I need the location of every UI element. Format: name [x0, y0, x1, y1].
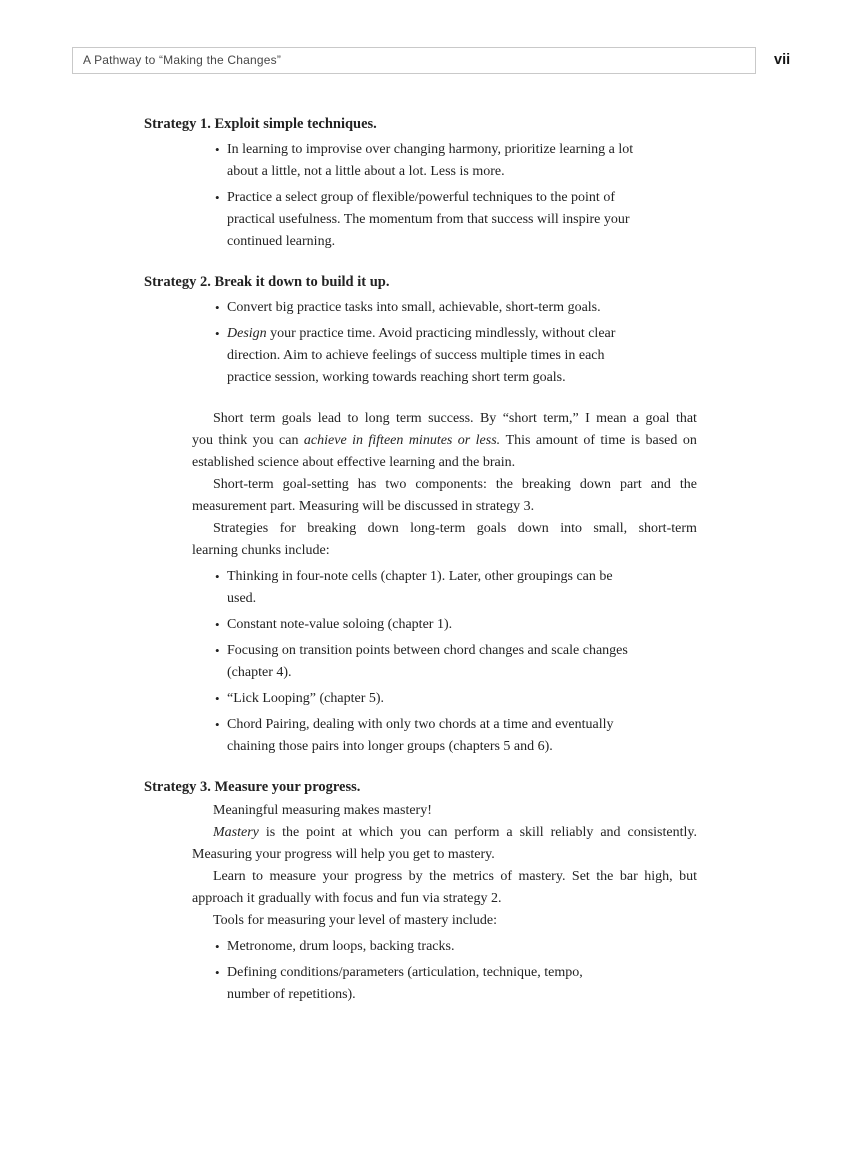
bullet-icon: •: [215, 643, 220, 658]
bullet-text: [227, 139, 633, 183]
bullet-item: [192, 688, 697, 710]
text-line: Measuring your progress will help you get to mastery.: [192, 847, 495, 862]
text-line: “Lick Looping” (chapter 5).: [227, 691, 385, 706]
bullet-text: [227, 566, 613, 610]
bullet-icon: •: [215, 939, 220, 954]
bullet-text: [227, 640, 628, 684]
text-line: Tools for measuring your level of mastery include:: [213, 913, 497, 928]
text-line: Short-term goal-setting has two components: the breaking down part and the: [213, 477, 697, 492]
text-line: you think you can achieve in fifteen minutes or less. This amount of time is based on: [192, 433, 697, 448]
text-line: Thinking in four-note cells (chapter 1). Later, other groupings can be: [227, 569, 613, 584]
bullet-icon: •: [215, 691, 220, 706]
section-strategy-2: [144, 271, 697, 758]
bullet-text: [227, 688, 384, 710]
bullet-icon: •: [215, 717, 220, 732]
text-line: Learn to measure your progress by the metrics of mastery. Set the bar high, but: [213, 869, 697, 884]
text-line: Chord Pairing, dealing with only two chords at a time and eventually: [227, 717, 614, 732]
paragraph: [192, 910, 697, 932]
text-line: In learning to improvise over changing harmony, prioritize learning a lot: [227, 142, 634, 157]
text-line: Practice a select group of flexible/powerful techniques to the point of: [227, 190, 615, 205]
text-line: Meaningful measuring makes mastery!: [213, 803, 432, 818]
paragraph: [192, 474, 697, 518]
bullet-text: [227, 297, 601, 319]
section-strategy-1: [144, 113, 697, 253]
text-line: Metronome, drum loops, backing tracks.: [227, 939, 455, 954]
text-line: direction. Aim to achieve feelings of success multiple times in each: [227, 348, 605, 363]
text-line: Defining conditions/parameters (articulation, technique, tempo,: [227, 965, 583, 980]
paragraph: [192, 822, 697, 866]
paragraph: [192, 866, 697, 910]
page-number: vii: [774, 52, 791, 68]
bullet-item: [192, 139, 697, 183]
content: [144, 113, 697, 1006]
section-heading: Strategy 1. Exploit simple techniques.: [144, 116, 377, 132]
section-heading: Strategy 2. Break it down to build it up.: [144, 274, 390, 290]
text-line: used.: [227, 591, 257, 606]
text-line: practical usefulness. The momentum from that success will inspire your: [227, 212, 630, 227]
text-line: approach it gradually with focus and fun via strategy 2.: [192, 891, 502, 906]
bullet-item: [192, 187, 697, 253]
bullet-icon: •: [215, 326, 220, 341]
text-line: practice session, working towards reaching short term goals.: [227, 370, 566, 385]
bullet-item: [192, 614, 697, 636]
bullet-text: [227, 936, 454, 958]
paragraph: [192, 800, 697, 822]
text-line: number of repetitions).: [227, 987, 356, 1002]
bullet-item: [192, 962, 697, 1006]
section-strategy-3: [144, 776, 697, 1006]
bullet-item: [192, 640, 697, 684]
bullet-item: [192, 936, 697, 958]
bullet-text: [227, 962, 583, 1006]
bullet-icon: •: [215, 142, 220, 157]
text-line: Focusing on transition points between chord changes and scale changes: [227, 643, 628, 658]
text-line: Constant note-value soloing (chapter 1).: [227, 617, 453, 632]
bullet-text: [227, 714, 613, 758]
text-line: learning chunks include:: [192, 543, 330, 558]
text-line: Mastery is the point at which you can perform a skill reliably and consistently.: [213, 825, 697, 840]
text-line: continued learning.: [227, 234, 336, 249]
bullet-text: [227, 614, 452, 636]
section-heading: Strategy 3. Measure your progress.: [144, 779, 361, 795]
bullet-item: [192, 323, 697, 389]
text-line: Short term goals lead to long term success. By “short term,” I mean a goal that: [213, 411, 697, 426]
bullet-icon: •: [215, 617, 220, 632]
bullet-icon: •: [215, 569, 220, 584]
text-line: measurement part. Measuring will be discussed in strategy 3.: [192, 499, 535, 514]
running-header: [72, 47, 756, 74]
text-line: Strategies for breaking down long-term goals down into small, short-term: [213, 521, 697, 536]
paragraph: [192, 408, 697, 474]
paragraph: [192, 518, 697, 562]
bullet-item: [192, 566, 697, 610]
text-line: established science about effective learning and the brain.: [192, 455, 516, 470]
text-line: (chapter 4).: [227, 665, 292, 680]
bullet-icon: •: [215, 300, 220, 315]
bullet-text: [227, 187, 630, 253]
text-line: about a little, not a little about a lot. Less is more.: [227, 164, 505, 179]
text-line: chaining those pairs into longer groups (chapters 5 and 6).: [227, 739, 553, 754]
bullet-icon: •: [215, 190, 220, 205]
bullet-text: [227, 323, 615, 389]
bullet-item: [192, 714, 697, 758]
bullet-icon: •: [215, 965, 220, 980]
running-header-title: A Pathway to “Making the Changes”: [83, 53, 282, 67]
text-line: Convert big practice tasks into small, achievable, short-term goals.: [227, 300, 601, 315]
text-line: Design your practice time. Avoid practicing mindlessly, without clear: [227, 326, 616, 341]
bullet-item: [192, 297, 697, 319]
